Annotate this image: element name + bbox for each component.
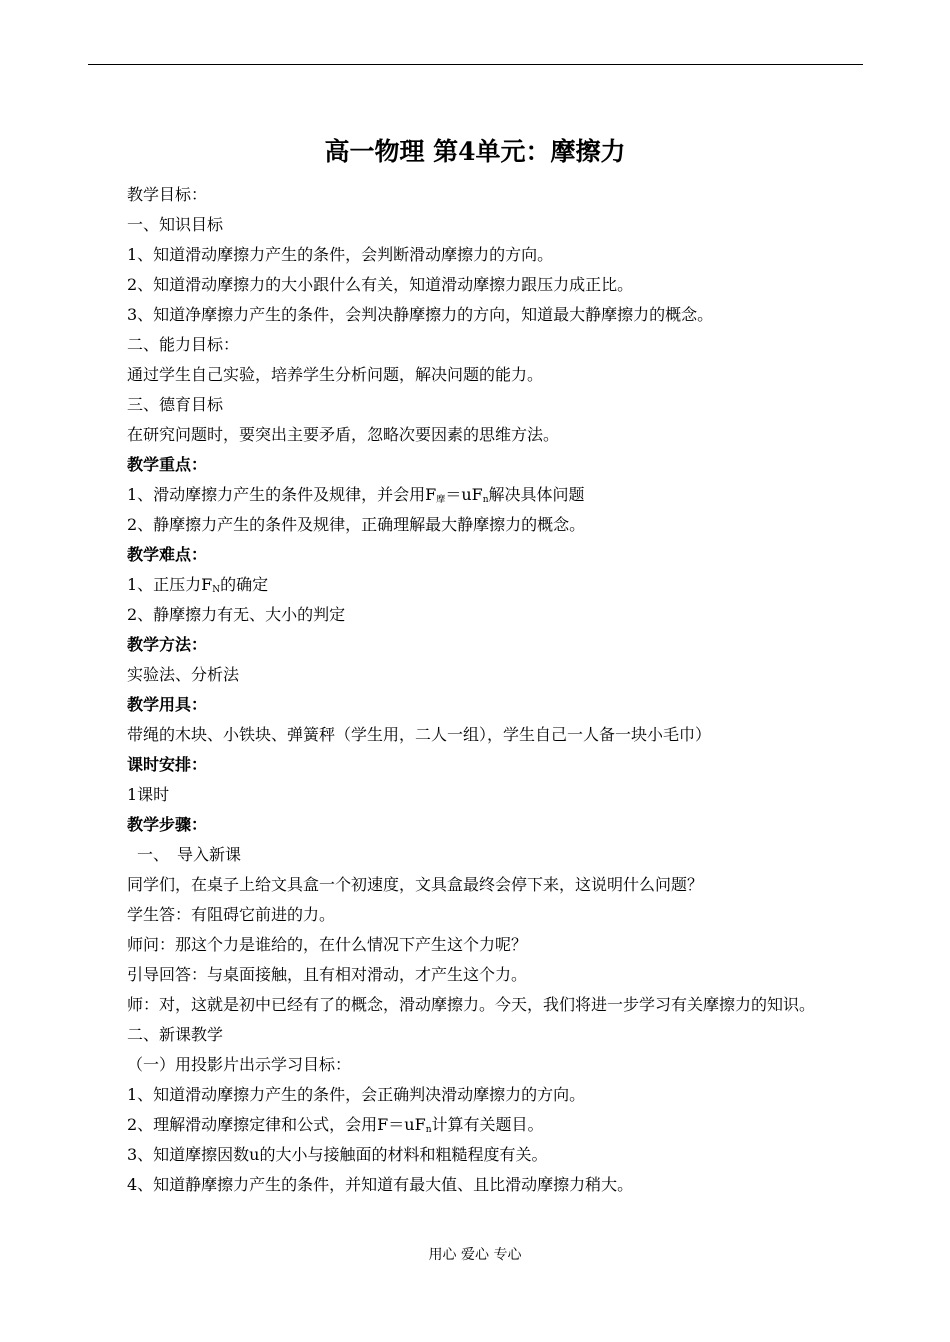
intro-line-2: 学生答：有阻碍它前进的力。 bbox=[127, 905, 336, 924]
learning-goal-3: 3、知道摩擦因数u的大小与接触面的材料和粗糙程度有关。 bbox=[127, 1145, 548, 1164]
methods-heading: 教学方法： bbox=[127, 635, 208, 654]
knowledge-item-1: 1、知道滑动摩擦力产生的条件，会判断滑动摩擦力的方向。 bbox=[127, 245, 554, 264]
key-point-2: 2、静摩擦力产生的条件及规律，正确理解最大静摩擦力的概念。 bbox=[127, 515, 586, 534]
knowledge-item-2: 2、知道滑动摩擦力的大小跟什么有关，知道滑动摩擦力跟压力成正比。 bbox=[127, 275, 634, 294]
moral-text: 在研究问题时，要突出主要矛盾，忽略次要因素的思维方法。 bbox=[127, 425, 560, 444]
learning-goal-4: 4、知道静摩擦力产生的条件，并知道有最大值、且比滑动摩擦力稍大。 bbox=[127, 1175, 634, 1194]
difficulty-1: 1、正压力$F_N$的确定 bbox=[127, 575, 269, 595]
new-lesson-heading: 二、新课教学 bbox=[127, 1025, 224, 1044]
tools-heading: 教学用具： bbox=[127, 695, 208, 714]
ability-heading: 二、能力目标： bbox=[127, 335, 240, 354]
knowledge-item-3: 3、知道净摩擦力产生的条件，会判决静摩擦力的方向，知道最大静摩擦力的概念。 bbox=[127, 305, 714, 324]
knowledge-heading: 一、知识目标 bbox=[127, 215, 224, 234]
key-point-1: 1、滑动摩擦力产生的条件及规律，并会用$F_摩=uF_n$解决具体问题 bbox=[127, 485, 585, 505]
key-points-heading: 教学重点： bbox=[127, 455, 208, 474]
intro-line-1: 同学们，在桌子上给文具盒一个初速度，文具盒最终会停下来，这说明什么问题？ bbox=[127, 875, 704, 894]
schedule-heading: 课时安排： bbox=[127, 755, 208, 774]
objectives-heading: 教学目标： bbox=[127, 185, 208, 204]
difficulty-2: 2、静摩擦力有无、大小的判定 bbox=[127, 605, 346, 624]
difficulties-heading: 教学难点： bbox=[127, 545, 208, 564]
intro-line-3: 师问：那这个力是谁给的，在什么情况下产生这个力呢？ bbox=[127, 935, 528, 954]
schedule-text: 1课时 bbox=[127, 785, 170, 804]
intro-paragraph: 师：对，这就是初中已经有了的概念，滑动摩擦力。今天，我们将进一步学习有关摩擦力的知识。 bbox=[127, 995, 816, 1014]
learning-goal-1: 1、知道滑动摩擦力产生的条件，会正确判决滑动摩擦力的方向。 bbox=[127, 1085, 586, 1104]
new-lesson-subheading: （一）用投影片出示学习目标： bbox=[127, 1055, 352, 1074]
page-title: 高一物理 第4单元：摩擦力 bbox=[324, 137, 626, 166]
header-rule bbox=[88, 64, 863, 65]
steps-heading: 教学步骤： bbox=[127, 815, 208, 834]
methods-text: 实验法、分析法 bbox=[127, 665, 240, 684]
ability-text: 通过学生自己实验，培养学生分析问题，解决问题的能力。 bbox=[127, 365, 544, 384]
intro-line-4: 引导回答：与桌面接触，且有相对滑动，才产生这个力。 bbox=[127, 965, 528, 984]
intro-heading: 一、 导入新课 bbox=[137, 845, 242, 864]
tools-text: 带绳的木块、小铁块、弹簧秤（学生用，二人一组），学生自己一人备一块小毛巾） bbox=[127, 725, 712, 744]
moral-heading: 三、德育目标 bbox=[127, 395, 224, 414]
learning-goal-2: 2、理解滑动摩擦定律和公式，会用$F=uF_n$计算有关题目。 bbox=[127, 1115, 544, 1135]
page-footer: 用心 爱心 专心 bbox=[428, 1247, 522, 1263]
document-body bbox=[88, 180, 868, 1200]
